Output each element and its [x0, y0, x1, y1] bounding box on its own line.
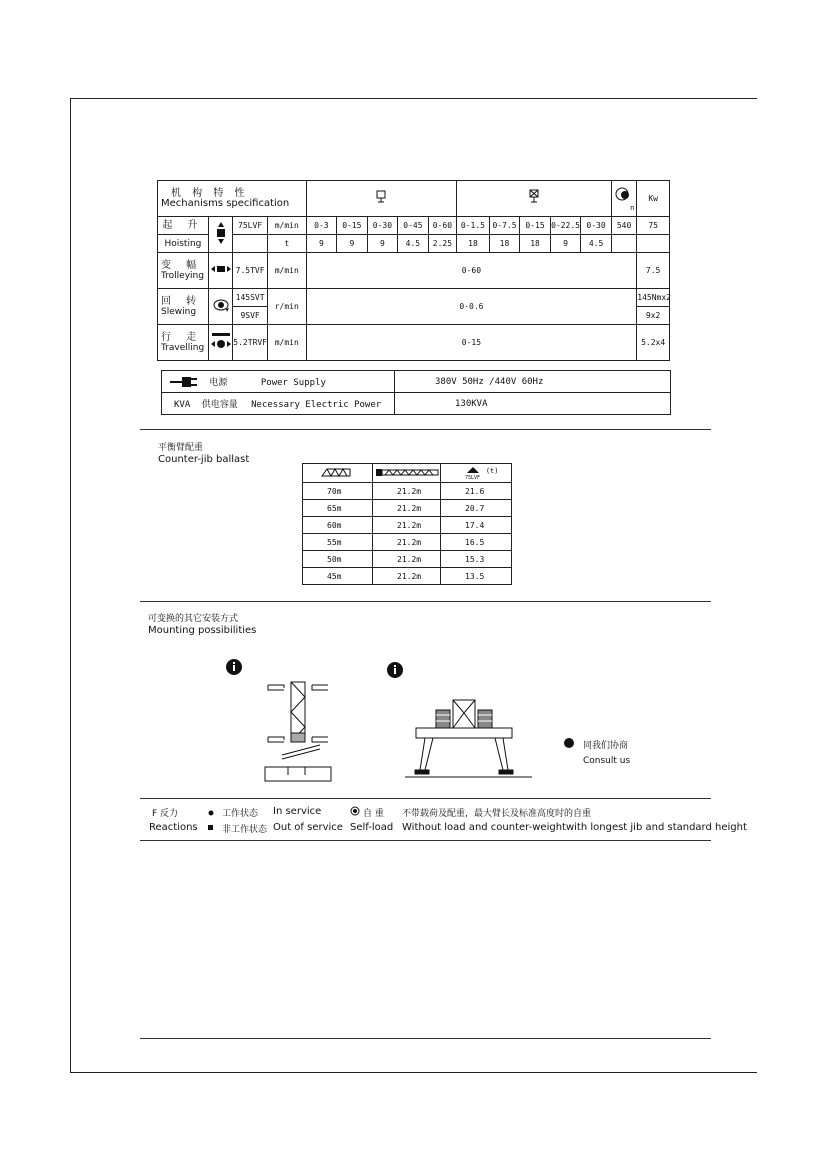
in-service-bullet-icon — [207, 809, 215, 817]
ballast-row — [303, 483, 512, 500]
slewing-range: 0-0.6 — [306, 289, 637, 325]
mechanisms-title: 机 构 特 性 Mechanisms specification — [158, 181, 307, 217]
ballast-row — [303, 551, 512, 568]
ballast-weight: 21.6 — [441, 483, 512, 500]
hoisting-kw: 75 — [637, 217, 670, 235]
double-hook-header — [457, 181, 612, 217]
slewing-unit: r/min — [267, 289, 306, 325]
hoisting-load: 18 — [489, 235, 520, 253]
in-service-zh: 工作状态 — [222, 809, 259, 819]
hoisting-speed: 0-3 — [306, 217, 337, 235]
frame-top-line — [70, 98, 757, 99]
ballast-jib: 70m — [303, 483, 373, 500]
hoisting-load: 9 — [550, 235, 581, 253]
mechanisms-table — [157, 180, 670, 361]
frame-bottom-line — [70, 1072, 757, 1073]
out-of-service-bullet-icon — [207, 824, 215, 832]
ballast-counter-jib: 21.2m — [373, 517, 441, 534]
hoisting-speed: 0-7.5 — [489, 217, 520, 235]
motor-rpm-header: n — [611, 181, 636, 217]
slewing-label: 回 转 Slewing — [158, 289, 209, 325]
kva-label: KVA 供电容量 Necessary Electric Power — [162, 393, 395, 415]
hoisting-zh: 起 升 — [158, 217, 209, 235]
empty-cell — [233, 235, 268, 253]
ballast-counter-jib: 21.2m — [373, 551, 441, 568]
ballast-weight: 17.4 — [441, 517, 512, 534]
trolleying-kw: 7.5 — [637, 253, 670, 289]
mounting-drawings — [220, 655, 560, 785]
ballast-weight-header: (t) 75LVF — [441, 464, 512, 483]
in-service-en: In service — [273, 806, 322, 817]
frame-left-line — [70, 98, 71, 1073]
single-hook-header — [306, 181, 457, 217]
self-load-note-zh: 不带载荷及配重，最大臂长及标准高度时的自重 — [402, 809, 592, 819]
counter-jib-header — [373, 464, 441, 483]
hoisting-load: 18 — [457, 235, 490, 253]
hoisting-speed: 0-30 — [581, 217, 612, 235]
consult-en: Consult us — [583, 756, 631, 766]
hoisting-load: 2.25 — [428, 235, 457, 253]
ballast-jib: 60m — [303, 517, 373, 534]
ballast-jib: 65m — [303, 500, 373, 517]
hoisting-unit: m/min — [267, 217, 306, 235]
info-icon — [387, 662, 403, 678]
slewing-kw: 145Nmx2 — [637, 289, 670, 307]
ballast-counter-jib: 21.2m — [373, 534, 441, 551]
self-load-note-en: Without load and counter-weightwith longest jib and standard height — [402, 822, 747, 833]
out-of-service-en: Out of service — [273, 822, 343, 833]
mounting-title-en: Mounting possibilities — [148, 625, 257, 636]
ballast-counter-jib: 21.2m — [373, 500, 441, 517]
ballast-row — [303, 568, 512, 585]
hoisting-model: 75LVF — [233, 217, 268, 235]
trolleying-icon — [208, 253, 232, 289]
ballast-weight: 15.3 — [441, 551, 512, 568]
travelling-model: 5.2TRVF — [233, 325, 268, 361]
travelling-label: 行 走 Travelling — [158, 325, 209, 361]
hoisting-load: 18 — [520, 235, 551, 253]
slewing-model: 9SVF — [233, 307, 268, 325]
kva-value: 130KVA — [395, 393, 671, 415]
hoisting-rpm: 540 — [611, 217, 636, 235]
slewing-icon — [208, 289, 232, 325]
divider — [140, 1038, 711, 1039]
hoisting-load: 4.5 — [398, 235, 429, 253]
self-load-zh: 自 重 — [363, 809, 384, 819]
ballast-row — [303, 517, 512, 534]
hoisting-icon — [208, 217, 232, 253]
empty-cell — [611, 235, 636, 253]
empty-cell — [637, 235, 670, 253]
hoisting-load: 9 — [367, 235, 398, 253]
trolleying-label: 变 幅 Trolleying — [158, 253, 209, 289]
divider — [140, 601, 711, 602]
power-table — [161, 370, 671, 415]
hoisting-speed: 0-60 — [428, 217, 457, 235]
consult-zh: 同我们协商 — [583, 741, 629, 751]
divider — [140, 840, 711, 841]
reactions-zh: F 反力 — [152, 809, 179, 819]
hoisting-load: 4.5 — [581, 235, 612, 253]
hoisting-speed: 0-15 — [337, 217, 368, 235]
consult-dot-icon — [563, 737, 575, 749]
ballast-jib: 45m — [303, 568, 373, 585]
hoisting-load: 9 — [337, 235, 368, 253]
trolleying-model: 7.5TVF — [233, 253, 268, 289]
single-hook-icon — [375, 190, 387, 204]
power-supply-label: 电源 Power Supply — [162, 371, 395, 393]
jib-icon — [321, 468, 351, 477]
trolleying-range: 0-60 — [306, 253, 637, 289]
ballast-row — [303, 534, 512, 551]
ballast-jib: 55m — [303, 534, 373, 551]
ballast-counter-jib: 21.2m — [373, 568, 441, 585]
travelling-range: 0-15 — [306, 325, 637, 361]
ballast-row — [303, 500, 512, 517]
portal-gantry-drawing — [405, 700, 532, 777]
hoisting-speed: 0-30 — [367, 217, 398, 235]
hoisting-en: Hoisting — [158, 235, 209, 253]
ballast-title-en: Counter-jib ballast — [158, 454, 250, 465]
ballast-title-zh: 平衡臂配重 — [158, 443, 204, 453]
ballast-weight: 13.5 — [441, 568, 512, 585]
travelling-unit: m/min — [267, 325, 306, 361]
motor-icon — [614, 186, 634, 202]
self-load-en: Self-load — [350, 822, 394, 833]
tower-base-drawing — [265, 682, 331, 781]
ballast-weight: 16.5 — [441, 534, 512, 551]
mounting-title-zh: 可变换的其它安装方式 — [148, 614, 239, 624]
reactions-en: Reactions — [149, 822, 198, 833]
hoisting-speed: 0-15 — [520, 217, 551, 235]
ballast-jib: 50m — [303, 551, 373, 568]
hoisting-load: 9 — [306, 235, 337, 253]
ballast-weight-icon — [465, 467, 481, 473]
hoisting-speed: 0-1.5 — [457, 217, 490, 235]
power-supply-value: 380V 50Hz /440V 60Hz — [395, 371, 671, 393]
slewing-kw: 9x2 — [637, 307, 670, 325]
self-load-icon — [350, 806, 360, 816]
out-of-service-zh: 非工作状态 — [222, 825, 268, 835]
travelling-icon — [208, 325, 232, 361]
double-hook-icon — [528, 189, 540, 205]
hoisting-speed: 0-45 — [398, 217, 429, 235]
travelling-kw: 5.2x4 — [637, 325, 670, 361]
hoisting-speed: 0-22.5 — [550, 217, 581, 235]
ballast-weight: 20.7 — [441, 500, 512, 517]
info-icon — [226, 659, 242, 675]
ballast-table — [302, 463, 512, 585]
trolleying-unit: m/min — [267, 253, 306, 289]
jib-header — [303, 464, 373, 483]
divider — [140, 798, 711, 799]
hoisting-load-unit: t — [267, 235, 306, 253]
ballast-counter-jib: 21.2m — [373, 483, 441, 500]
counter-jib-icon — [375, 468, 439, 477]
plug-icon — [170, 376, 198, 388]
divider — [140, 429, 711, 430]
kw-header: Kw — [637, 181, 670, 217]
slewing-model: 145SVT — [233, 289, 268, 307]
